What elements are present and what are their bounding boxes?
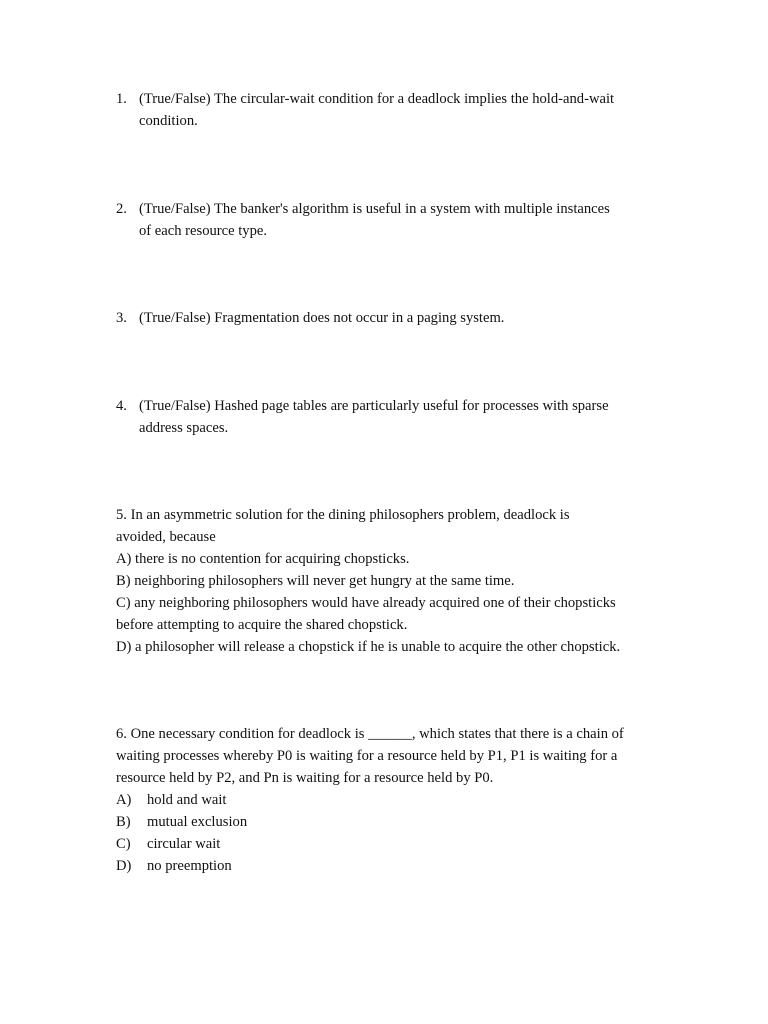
- question-5-option-a: A) there is no contention for acquiring chopsticks.: [116, 551, 410, 567]
- option-letter: D): [116, 858, 132, 874]
- question-5-option-c: C) any neighboring philosophers would have already acquired one of their chopsticks: [116, 595, 616, 611]
- option-letter: A): [116, 792, 132, 808]
- question-4-line: address spaces.: [139, 420, 229, 436]
- question-2-text: [139, 198, 656, 242]
- option-text: hold and wait: [147, 792, 227, 808]
- question-2-number: 2.: [116, 201, 127, 217]
- question-6-stem: 6. One necessary condition for deadlock is ______, which states that there is a chain of: [116, 726, 624, 742]
- question-4-text: [139, 395, 656, 439]
- question-2-line: of each resource type.: [139, 223, 268, 239]
- question-2: [0, 198, 656, 242]
- question-4-number: 4.: [116, 398, 127, 414]
- question-5: [0, 504, 661, 658]
- question-4-line: (True/False) Hashed page tables are particularly useful for processes with sparse: [139, 398, 609, 414]
- option-text: mutual exclusion: [147, 814, 248, 830]
- question-6-option-d: [116, 855, 661, 877]
- question-3-number: 3.: [116, 310, 127, 326]
- question-1: [0, 88, 656, 132]
- option-letter: B): [116, 814, 131, 830]
- question-3-text: [139, 307, 656, 329]
- question-5-option-d: D) a philosopher will release a chopstick if he is unable to acquire the other chopstick.: [116, 639, 621, 655]
- question-6-stem: waiting processes whereby P0 is waiting for a resource held by P1, P1 is waiting for a: [116, 748, 618, 764]
- question-1-number: 1.: [116, 91, 127, 107]
- question-2-line: (True/False) The banker's algorithm is useful in a system with multiple instances: [139, 201, 610, 217]
- question-6: [0, 723, 661, 877]
- question-3: [0, 307, 656, 329]
- question-6-stem: resource held by P2, and Pn is waiting for a resource held by P0.: [116, 770, 494, 786]
- question-6-option-a: [116, 789, 661, 811]
- question-1-line: condition.: [139, 113, 198, 129]
- question-1-line: (True/False) The circular-wait condition for a deadlock implies the hold-and-wait: [139, 91, 615, 107]
- option-text: circular wait: [147, 836, 221, 852]
- question-5-stem: 5. In an asymmetric solution for the dining philosophers problem, deadlock is: [116, 507, 570, 523]
- option-letter: C): [116, 836, 131, 852]
- question-5-stem: avoided, because: [116, 529, 216, 545]
- question-4: [0, 395, 656, 439]
- question-6-option-c: [116, 833, 661, 855]
- question-3-line: (True/False) Fragmentation does not occur in a paging system.: [139, 310, 505, 326]
- question-1-text: [139, 88, 656, 132]
- question-5-option-b: B) neighboring philosophers will never get hungry at the same time.: [116, 573, 515, 589]
- question-6-option-b: [116, 811, 661, 833]
- question-5-option-c: before attempting to acquire the shared chopstick.: [116, 617, 408, 633]
- option-text: no preemption: [147, 858, 232, 874]
